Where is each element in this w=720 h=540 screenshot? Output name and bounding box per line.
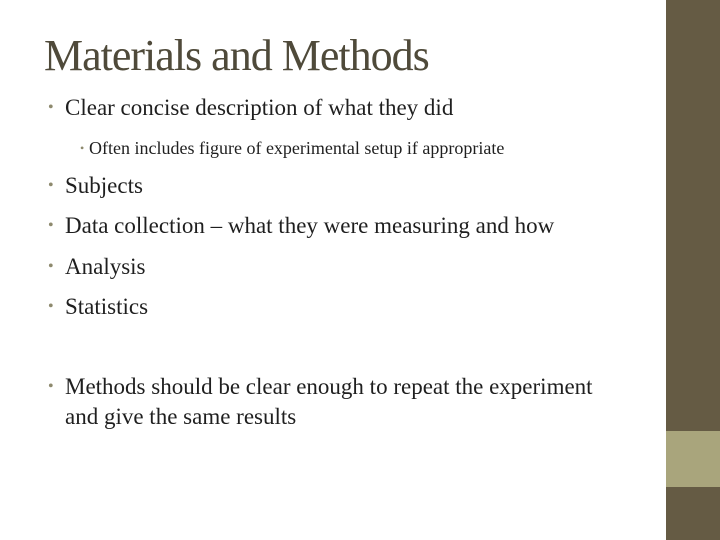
bullet-text: Subjects bbox=[65, 173, 143, 198]
sidebar-band-bottom bbox=[666, 487, 720, 540]
bullet-item bbox=[48, 93, 453, 123]
bullet-item bbox=[48, 372, 605, 432]
sub-bullet-item bbox=[80, 137, 504, 159]
bullet-item bbox=[48, 211, 554, 241]
sidebar-band-top bbox=[666, 0, 720, 431]
bullet-dot-icon: • bbox=[48, 177, 54, 194]
bullet-dot-icon: • bbox=[48, 378, 54, 395]
bullet-dot-icon: • bbox=[80, 141, 85, 155]
bullet-dot-icon: • bbox=[48, 298, 54, 315]
bullet-item bbox=[48, 292, 148, 322]
bullet-text: Methods should be clear enough to repeat the experiment and give the same results bbox=[65, 374, 593, 429]
bullet-dot-icon: • bbox=[48, 217, 54, 234]
bullet-dot-icon: • bbox=[48, 258, 54, 275]
decorative-sidebar bbox=[666, 0, 720, 540]
bullet-dot-icon: • bbox=[48, 99, 54, 116]
bullet-text: Often includes figure of experimental setup if appropriate bbox=[89, 138, 505, 158]
bullet-text: Statistics bbox=[65, 294, 149, 319]
bullet-text: Analysis bbox=[65, 254, 146, 279]
bullet-text: Clear concise description of what they did bbox=[65, 95, 454, 120]
bullet-item bbox=[48, 171, 143, 201]
bullet-item bbox=[48, 252, 146, 282]
bullet-text: Data collection – what they were measuring and how bbox=[65, 213, 555, 238]
sidebar-band-accent bbox=[666, 431, 720, 487]
slide-title: Materials and Methods bbox=[44, 31, 429, 80]
